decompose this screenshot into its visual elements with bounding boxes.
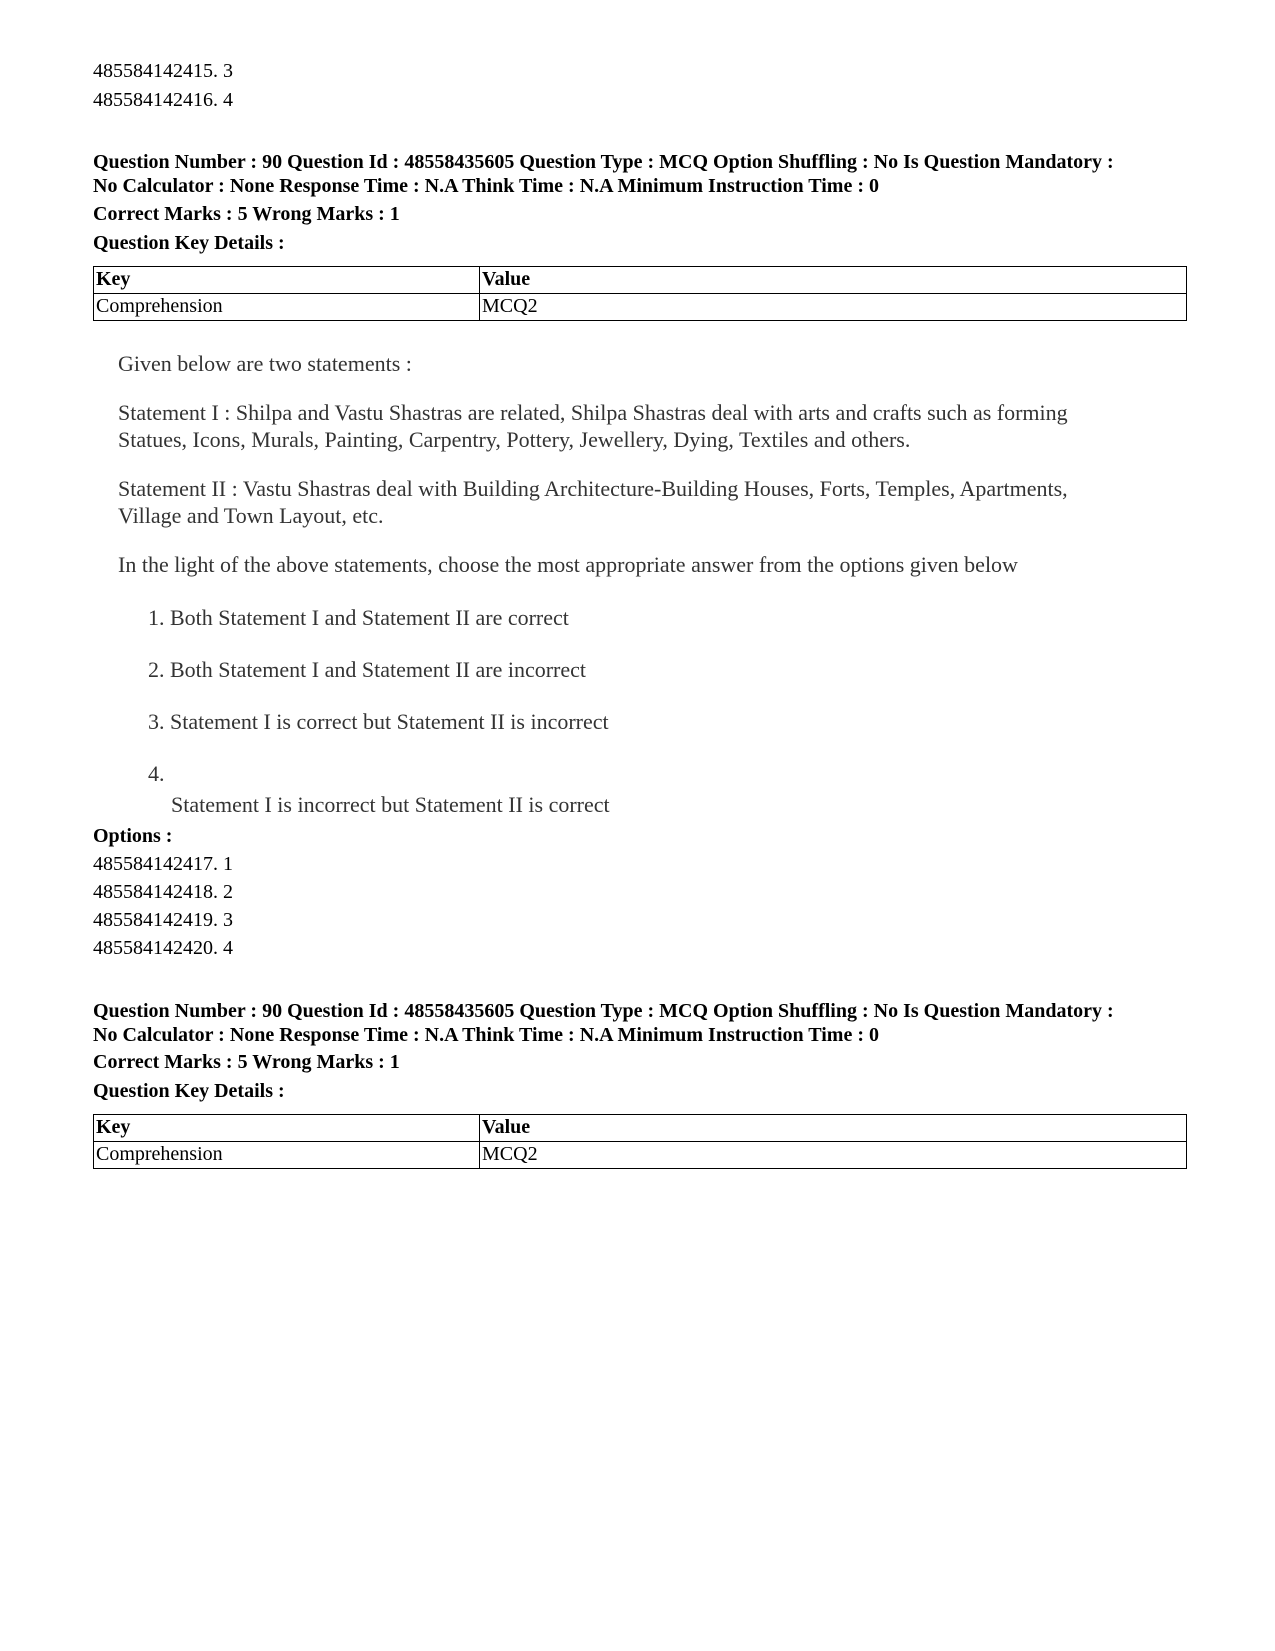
key-details-table bbox=[93, 1114, 1187, 1169]
table-cell-key: Comprehension bbox=[94, 1142, 480, 1169]
answer-choice bbox=[148, 760, 1188, 818]
answer-choice: 2. Both Statement I and Statement II are incorrect bbox=[148, 657, 587, 682]
question-body bbox=[118, 350, 1188, 843]
statement-two-line: Village and Town Layout, etc. bbox=[118, 503, 384, 528]
question-meta-line: Question Number : 90 Question Id : 48558435605 Question Type : MCQ Option Shuffling : No Is Question Mandatory : bbox=[93, 151, 1114, 173]
table-header-row bbox=[94, 1115, 1187, 1142]
options-label: Options : bbox=[93, 825, 173, 847]
question-instruction: In the light of the above statements, choose the most appropriate answer from the options given below bbox=[118, 552, 1018, 577]
question-meta-line: Question Number : 90 Question Id : 48558435605 Question Type : MCQ Option Shuffling : No Is Question Mandatory : bbox=[93, 1000, 1114, 1022]
question-meta-line: No Calculator : None Response Time : N.A Think Time : N.A Minimum Instruction Time : 0 bbox=[93, 175, 879, 197]
table-header-row bbox=[94, 267, 1187, 294]
option-line: 485584142419. 3 bbox=[93, 909, 233, 931]
table-row bbox=[94, 1142, 1187, 1169]
statement-two bbox=[118, 475, 1188, 529]
answer-choice-text: Statement I is incorrect but Statement II is correct bbox=[171, 792, 610, 817]
answer-choice-number: 4. bbox=[148, 761, 165, 786]
marks-line: Correct Marks : 5 Wrong Marks : 1 bbox=[93, 1051, 400, 1073]
answer-choice: 3. Statement I is correct but Statement II is incorrect bbox=[148, 709, 609, 734]
table-header-value: Value bbox=[480, 1115, 1187, 1142]
table-row bbox=[94, 294, 1187, 321]
option-line: 485584142417. 1 bbox=[93, 853, 233, 875]
key-details-label: Question Key Details : bbox=[93, 232, 285, 254]
statement-one-line: Statues, Icons, Murals, Painting, Carpentry, Pottery, Jewellery, Dying, Textiles and others. bbox=[118, 427, 911, 452]
table-cell-value: MCQ2 bbox=[480, 294, 1187, 321]
table-header-key: Key bbox=[94, 1115, 480, 1142]
statement-one bbox=[118, 399, 1188, 453]
key-details-table bbox=[93, 266, 1187, 321]
question-intro: Given below are two statements : bbox=[118, 351, 412, 376]
answer-choice: 1. Both Statement I and Statement II are correct bbox=[148, 605, 569, 630]
table-cell-value: MCQ2 bbox=[480, 1142, 1187, 1169]
table-header-key: Key bbox=[94, 267, 480, 294]
marks-line: Correct Marks : 5 Wrong Marks : 1 bbox=[93, 203, 400, 225]
statement-two-line: Statement II : Vastu Shastras deal with Building Architecture-Building Houses, Forts, Temples, Apartments, bbox=[118, 476, 1068, 501]
key-details-label: Question Key Details : bbox=[93, 1080, 285, 1102]
option-line: 485584142415. 3 bbox=[93, 60, 233, 82]
table-cell-key: Comprehension bbox=[94, 294, 480, 321]
option-line: 485584142418. 2 bbox=[93, 881, 233, 903]
question-meta bbox=[93, 150, 1203, 198]
table-header-value: Value bbox=[480, 267, 1187, 294]
question-meta bbox=[93, 999, 1203, 1047]
option-line: 485584142420. 4 bbox=[93, 937, 233, 959]
question-meta-line: No Calculator : None Response Time : N.A Think Time : N.A Minimum Instruction Time : 0 bbox=[93, 1024, 879, 1046]
statement-one-line: Statement I : Shilpa and Vastu Shastras are related, Shilpa Shastras deal with arts and crafts such as forming bbox=[118, 400, 1068, 425]
option-line: 485584142416. 4 bbox=[93, 89, 233, 111]
